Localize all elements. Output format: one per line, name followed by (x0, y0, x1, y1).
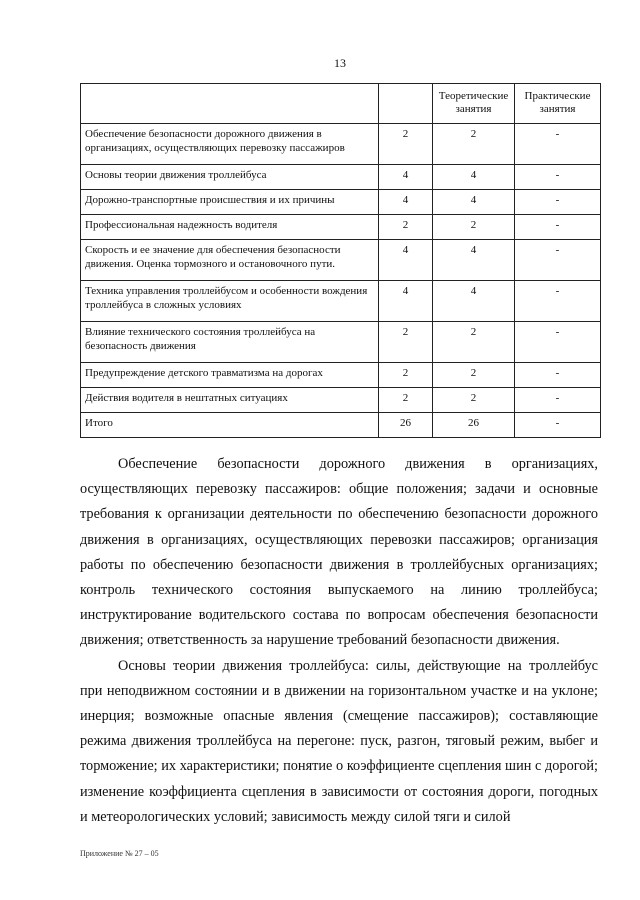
topic-cell: Действия водителя в нештатных ситуациях (81, 388, 379, 413)
theory-hours-cell: 2 (433, 363, 515, 388)
theory-hours-cell: 2 (433, 215, 515, 240)
paragraph: Основы теории движения троллейбуса: силы, действующие на троллейбус при неподвижном состоянии и в движении на горизонтальном участке и на уклоне; инерция; возможные опасные явления (смещение пассажиров); составляющие режима движения троллейбуса на перегоне: пуск, разгон, тяговый режим, выбег и торможение; их характеристики; понятие о коэффициенте сцепления шин с дорогой; изменение коэффициента сцепления в зависимости от состояния дороги, погодных и метеорологических условий; зависимость между силой тяги и силой (80, 657, 598, 825)
theory-hours-cell: 2 (433, 322, 515, 363)
curriculum-table (80, 83, 601, 438)
topic-cell: Влияние технического состояния троллейбуса на безопасность движения (81, 322, 379, 363)
footer-note: Приложение № 27 – 05 (80, 849, 159, 858)
practice-hours-cell: - (515, 190, 601, 215)
practice-hours-cell: - (515, 165, 601, 190)
table-row (81, 215, 601, 240)
table-row (81, 240, 601, 281)
header-topic (81, 84, 379, 124)
practice-hours-cell: - (515, 240, 601, 281)
table-total-row (81, 413, 601, 438)
table-row (81, 363, 601, 388)
table-row (81, 124, 601, 165)
total-hours-cell: 4 (379, 240, 433, 281)
header-theory: Теоретические занятия (433, 84, 515, 124)
table-row (81, 322, 601, 363)
theory-hours-cell: 26 (433, 413, 515, 438)
total-hours-cell: 4 (379, 281, 433, 322)
body-text (80, 452, 598, 830)
practice-hours-cell: - (515, 124, 601, 165)
total-hours-cell: 4 (379, 165, 433, 190)
topic-cell: Профессиональная надежность водителя (81, 215, 379, 240)
table-header-row (81, 84, 601, 124)
total-hours-cell: 2 (379, 388, 433, 413)
topic-cell: Техника управления троллейбусом и особенности вождения троллейбуса в сложных условиях (81, 281, 379, 322)
table-row (81, 165, 601, 190)
topic-cell: Предупреждение детского травматизма на дорогах (81, 363, 379, 388)
practice-hours-cell: - (515, 388, 601, 413)
total-hours-cell: 26 (379, 413, 433, 438)
total-hours-cell: 2 (379, 215, 433, 240)
table-row (81, 388, 601, 413)
topic-cell: Дорожно-транспортные происшествия и их причины (81, 190, 379, 215)
theory-hours-cell: 4 (433, 190, 515, 215)
practice-hours-cell: - (515, 281, 601, 322)
topic-cell: Обеспечение безопасности дорожного движения в организациях, осуществляющих перевозку пассажиров (81, 124, 379, 165)
total-hours-cell: 4 (379, 190, 433, 215)
theory-hours-cell: 2 (433, 388, 515, 413)
topic-cell: Основы теории движения троллейбуса (81, 165, 379, 190)
table-row (81, 281, 601, 322)
total-hours-cell: 2 (379, 363, 433, 388)
topic-cell: Скорость и ее значение для обеспечения безопасности движения. Оценка тормозного и остановочного пути. (81, 240, 379, 281)
total-hours-cell: 2 (379, 124, 433, 165)
header-practice: Практические занятия (515, 84, 601, 124)
theory-hours-cell: 2 (433, 124, 515, 165)
page-number: 13 (334, 56, 346, 70)
practice-hours-cell: - (515, 322, 601, 363)
header-total (379, 84, 433, 124)
practice-hours-cell: - (515, 363, 601, 388)
theory-hours-cell: 4 (433, 165, 515, 190)
table-row (81, 190, 601, 215)
practice-hours-cell: - (515, 413, 601, 438)
practice-hours-cell: - (515, 215, 601, 240)
theory-hours-cell: 4 (433, 281, 515, 322)
theory-hours-cell: 4 (433, 240, 515, 281)
paragraph: Обеспечение безопасности дорожного движения в организациях, осуществляющих перевозку пассажиров: общие положения; задачи и основные требования к организации деятельности по обеспечению безопасности дорожного движения в организациях, осуществляющих перевозки пассажиров; организация работы по обеспечению безопасности движения в троллейбусных организациях; контроль технического состояния выпускаемого на линию троллейбуса; инструктирование водительского состава по вопросам обеспечения безопасности движения; ответственность за нарушение требований безопасности движения. (80, 456, 598, 649)
total-hours-cell: 2 (379, 322, 433, 363)
total-label-cell: Итого (81, 413, 379, 438)
